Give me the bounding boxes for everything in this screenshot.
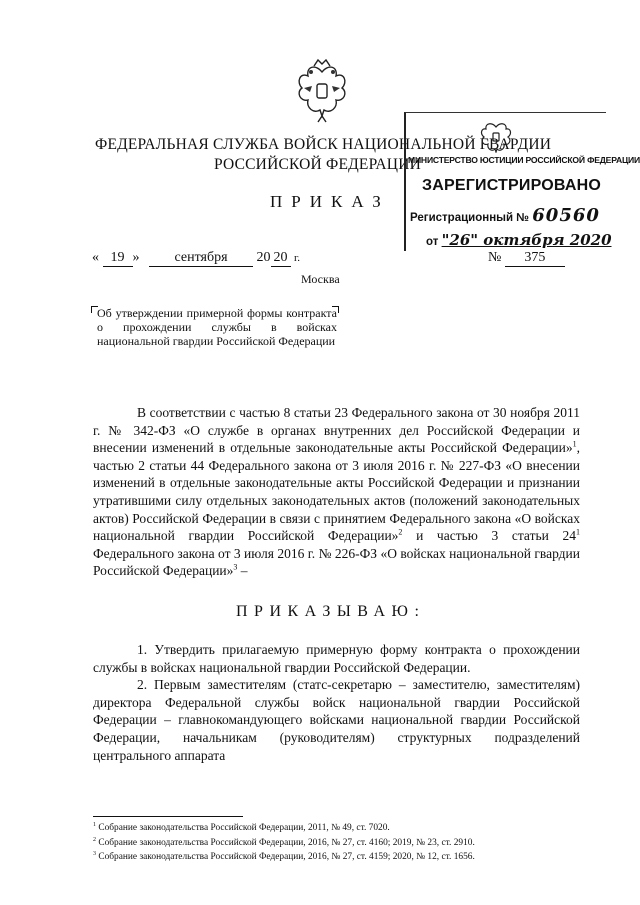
footnote-mark: 2 [93,836,96,843]
date-year-prefix: 20 [256,250,271,265]
order-item-2: 2. Первым заместителям (статс-секретарю – заместителю, заместителям) директора Федеральной службы войск национальной гвардии Российской Федерации – главнокомандующего войсками национальной гвардии Российской Федерации, начальникам (руководителям) структурных подразделений центрального аппарата [93,677,580,763]
article-superscript: 1 [576,527,580,537]
order-item-1: 1. Утвердить прилагаемую примерную форму контракта о прохождении службы в войсках национальной гвардии Российской Федерации. [93,642,580,675]
footnote-3 [93,849,573,864]
date-open-quote: « [92,250,99,265]
document-type-title: ПРИКАЗ [270,192,390,211]
registration-stamp [404,112,640,251]
date-year-suffix: 20 [271,250,291,267]
footnotes [93,820,573,864]
preamble-text-5: – [237,563,248,579]
footnote-ref-1: 1 [572,439,577,449]
stamp-registration-number [410,205,600,226]
footnote-text: Собрание законодательства Российской Федерации, 2016, № 27, ст. 4159; 2020, № 12, ст. 1656. [96,852,475,863]
stamp-ministry-name: МИНИСТЕРСТВО ЮСТИЦИИ РОССИЙСКОЙ ФЕДЕРАЦИИ [408,155,640,165]
order-subject: Об утверждении примерной формы контракта о прохождении службы в войсках национальной гвардии Российской Федерации [97,306,337,349]
footnote-separator [93,816,243,817]
stamp-reg-label: Регистрационный № [410,212,530,224]
order-number-value: 375 [505,250,565,267]
date-day: 19 [103,250,133,267]
order-date [92,250,300,267]
order-city: Москва [301,272,340,286]
footnote-1 [93,820,573,835]
double-headed-eagle-emblem-icon [292,58,352,124]
stamp-date [426,231,612,249]
organization-name-line1: ФЕДЕРАЛЬНАЯ СЛУЖБА ВОЙСК НАЦИОНАЛЬНОЙ ГВАРДИИ [95,136,552,153]
footnote-text: Собрание законодательства Российской Федерации, 2011, № 49, ст. 7020. [96,823,390,834]
preamble-text-3: и частью 3 статьи 24 [402,528,576,544]
organization-name-line2: РОССИЙСКОЙ ФЕДЕРАЦИИ [214,156,421,173]
stamp-date-label: от [426,236,439,248]
preamble-paragraph [93,404,580,580]
preamble [93,404,580,580]
footnote-mark: 1 [93,822,96,828]
preamble-text-2: , частью 2 статьи 44 Федерального закона от 3 июля 2016 г. № 227-ФЗ «О внесении изменений в отдельные законодательные акты Российской Федерации и признании утратившими силу отдельных законодательных актов (положений законодательных актов) Российской Федерации в связи с принятием Федерального закона «О войсках национальной гвардии Российской Федерации» [93,440,580,544]
stamp-registered-label: ЗАРЕГИСТРИРОВАНО [422,177,602,194]
ministry-emblem-icon [478,119,514,153]
decree-heading: ПРИКАЗЫВАЮ: [236,603,426,620]
date-year-unit: г. [294,252,301,264]
footnote-mark: 3 [93,851,96,858]
order-number-label: № [488,250,502,265]
preamble-text-1: В соответствии с частью 8 статьи 23 Федерального закона от 30 ноября 2011 г. № 342-ФЗ «О службе в органах внутренних дел Российской Федерации и внесении изменений в отдельные законодательные акты Российской Федерации» [93,405,580,456]
footnote-text: Собрание законодательства Российской Федерации, 2016, № 27, ст. 4160; 2019, № 23, ст. 2910. [96,837,475,848]
stamp-reg-number-handwritten: 60560 [532,205,600,226]
preamble-text-4: Федерального закона от 3 июля 2016 г. № 226-ФЗ «О войсках национальной гвардии Российской Федерации» [93,545,580,579]
footnote-ref-3: 3 [233,562,238,572]
order-number [488,250,565,267]
order-items [93,641,580,764]
stamp-date-handwritten: "26" октября 2020 [441,231,612,249]
footnote-ref-2: 2 [398,527,403,537]
date-close-quote: » [132,250,140,265]
footnote-2 [93,835,573,850]
date-month: сентября [149,250,253,267]
